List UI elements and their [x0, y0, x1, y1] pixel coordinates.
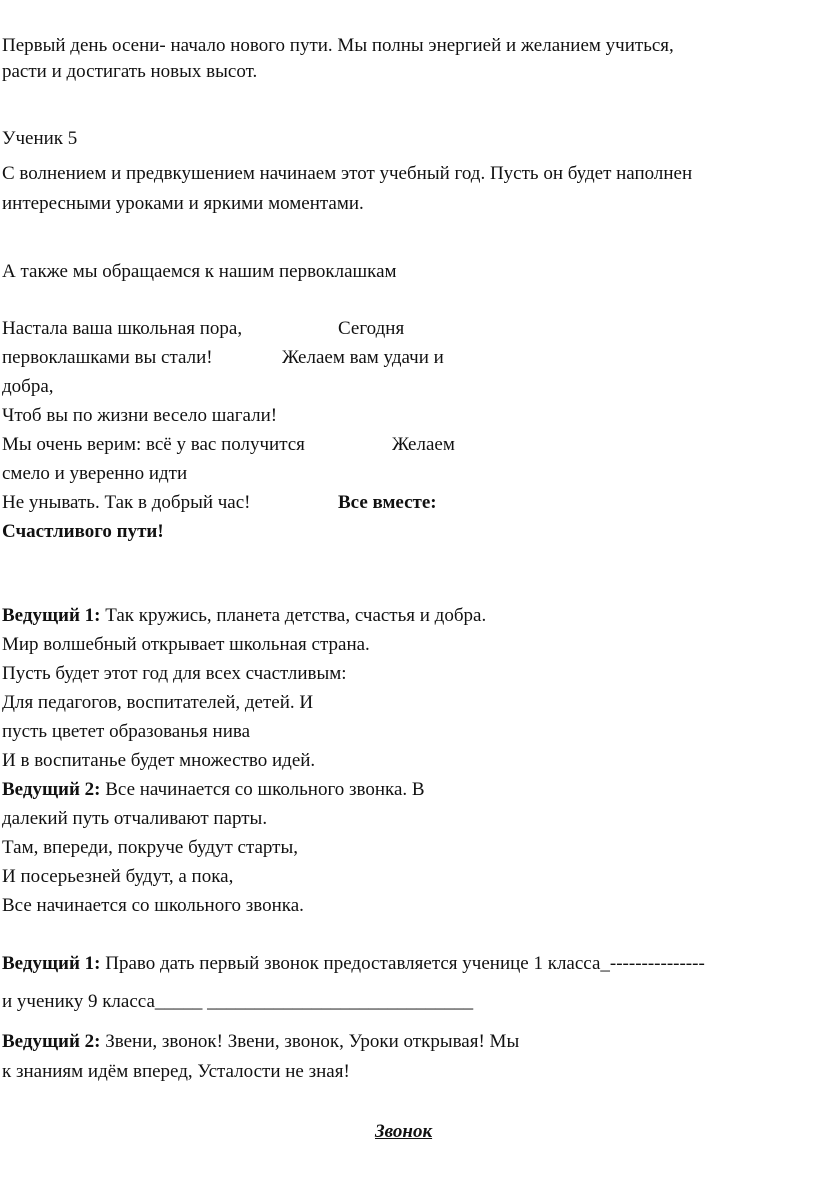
poem-line-3: добра,	[2, 376, 54, 397]
poem-line-7a: Не унывать. Так в добрый час!	[2, 492, 251, 513]
host-1-line-1	[2, 604, 486, 628]
poem-line-2a: первоклашками вы стали!	[2, 347, 213, 368]
student-5-line-1: С волнением и предвкушением начинаем этот учебный год. Пусть он будет наполнен	[2, 163, 693, 184]
host-2-line-1	[2, 778, 425, 802]
student-5-line-2: интересными уроками и яркими моментами.	[2, 193, 364, 214]
host-2-line-2: далекий путь отчаливают парты.	[2, 808, 268, 829]
poem-line-5a: Мы очень верим: всё у вас получится	[2, 434, 305, 455]
host-1-bell-speaker: Ведущий 1:	[2, 953, 101, 974]
host-1-bell-text: Право дать первый звонок предоставляется ученице 1 класса_---------------	[100, 953, 705, 974]
poem-line-4: Чтоб вы по жизни весело шагали!	[2, 405, 278, 426]
host-2-speaker: Ведущий 2:	[2, 779, 101, 800]
host-1-bell-line-2: и ученику 9 класса_____ ____________________________	[2, 991, 474, 1012]
host-1-line-5: пусть цветет образованья нива	[2, 721, 251, 742]
first-graders-address: А также мы обращаемся к нашим первоклашкам	[2, 261, 397, 282]
host-2-line-3: Там, впереди, покруче будут старты,	[2, 837, 299, 858]
poem-line-5b: Желаем	[392, 434, 455, 455]
host-2-bell-line-1	[2, 1030, 519, 1054]
poem-line-2b: Желаем вам удачи и	[282, 347, 444, 368]
host-2-line-4: И посерьезней будут, а пока,	[2, 866, 234, 887]
host-2-bell-line-2: к знаниям идём вперед, Усталости не зная!	[2, 1061, 350, 1082]
host-2-line-5: Все начинается со школьного звонка.	[2, 895, 304, 916]
poem-line-8: Счастливого пути!	[2, 521, 164, 542]
intro-line-2: расти и достигать новых высот.	[2, 61, 258, 82]
poem-line-6: смело и уверенно идти	[2, 463, 188, 484]
host-1-bell-line-1	[2, 952, 705, 976]
host-1-text: Так кружись, планета детства, счастья и добра.	[100, 605, 487, 626]
host-1-line-6: И в воспитанье будет множество идей.	[2, 750, 316, 771]
poem-line-1b: Сегодня	[338, 318, 405, 339]
host-1-line-2: Мир волшебный открывает школьная страна.	[2, 634, 370, 655]
intro-line-1: Первый день осени- начало нового пути. Мы полны энергией и желанием учиться,	[2, 35, 674, 56]
host-1-line-3: Пусть будет этот год для всех счастливым:	[2, 663, 347, 684]
host-1-line-4: Для педагогов, воспитателей, детей. И	[2, 692, 314, 713]
host-2-bell-speaker: Ведущий 2:	[2, 1031, 101, 1052]
host-1-speaker: Ведущий 1:	[2, 605, 101, 626]
poem-line-7b-all-together: Все вместе:	[338, 492, 437, 513]
student-5-label: Ученик 5	[2, 128, 78, 149]
host-2-text: Все начинается со школьного звонка. В	[100, 779, 425, 800]
host-2-bell-text: Звени, звонок! Звени, звонок, Уроки открывая! Мы	[100, 1031, 520, 1052]
bell-stage-direction: Звонок	[375, 1121, 433, 1142]
poem-line-1a: Настала ваша школьная пора,	[2, 318, 243, 339]
